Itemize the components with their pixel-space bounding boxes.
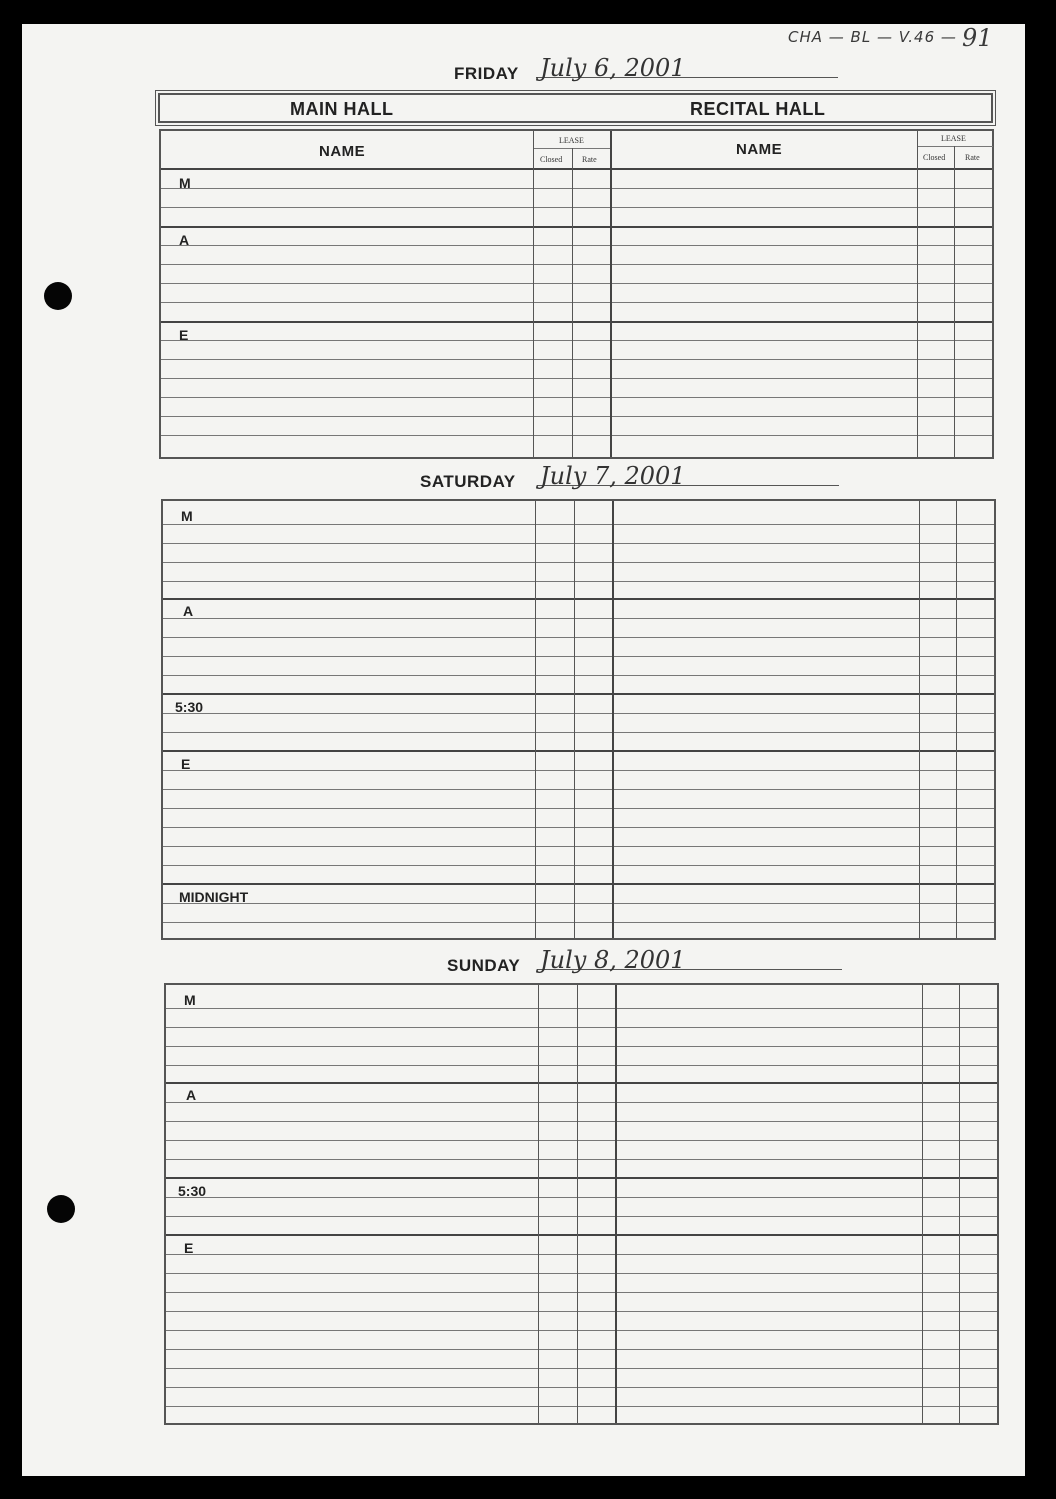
handwritten-date-saturday: July 7, 2001 <box>540 462 686 490</box>
day-label-sunday: SUNDAY <box>447 956 521 975</box>
lease-header-recital: LEASE <box>941 134 966 143</box>
slot-label: E <box>181 756 191 772</box>
slot-label: MIDNIGHT <box>179 889 249 905</box>
handwritten-date-sunday: July 8, 2001 <box>540 946 686 974</box>
slot-label: 5:30 <box>175 699 204 715</box>
recital-hall-title: RECITAL HALL <box>690 99 826 119</box>
page-number: 91 <box>962 24 993 52</box>
grid-sunday <box>164 983 999 1425</box>
slot-label: E <box>184 1240 194 1256</box>
grid-friday <box>159 129 994 459</box>
slot-label: A <box>186 1087 197 1103</box>
slot-label: A <box>179 232 190 248</box>
name-header-recital: NAME <box>736 141 783 158</box>
closed-header-main: Closed <box>540 155 563 164</box>
slot-label: M <box>181 508 193 524</box>
rate-header-recital: Rate <box>965 153 980 162</box>
grid-saturday <box>161 499 996 940</box>
closed-header-recital: Closed <box>923 153 946 162</box>
hall-header <box>158 93 993 123</box>
archive-code: CHA — BL — V.46 — <box>788 28 957 46</box>
slot-label: M <box>184 992 196 1008</box>
lease-header-main: LEASE <box>559 136 584 145</box>
rate-header-main: Rate <box>582 155 597 164</box>
day-label-saturday: SATURDAY <box>420 472 516 491</box>
binder-hole-top <box>44 282 72 310</box>
name-header-main: NAME <box>319 143 366 160</box>
main-hall-title: MAIN HALL <box>290 99 394 119</box>
handwritten-date-friday: July 6, 2001 <box>540 54 686 82</box>
slot-label: 5:30 <box>178 1183 207 1199</box>
slot-label: A <box>183 603 194 619</box>
binder-hole-bottom <box>47 1195 75 1223</box>
slot-label: M <box>179 175 191 191</box>
slot-label: E <box>179 327 189 343</box>
day-label-friday: FRIDAY <box>454 64 519 83</box>
